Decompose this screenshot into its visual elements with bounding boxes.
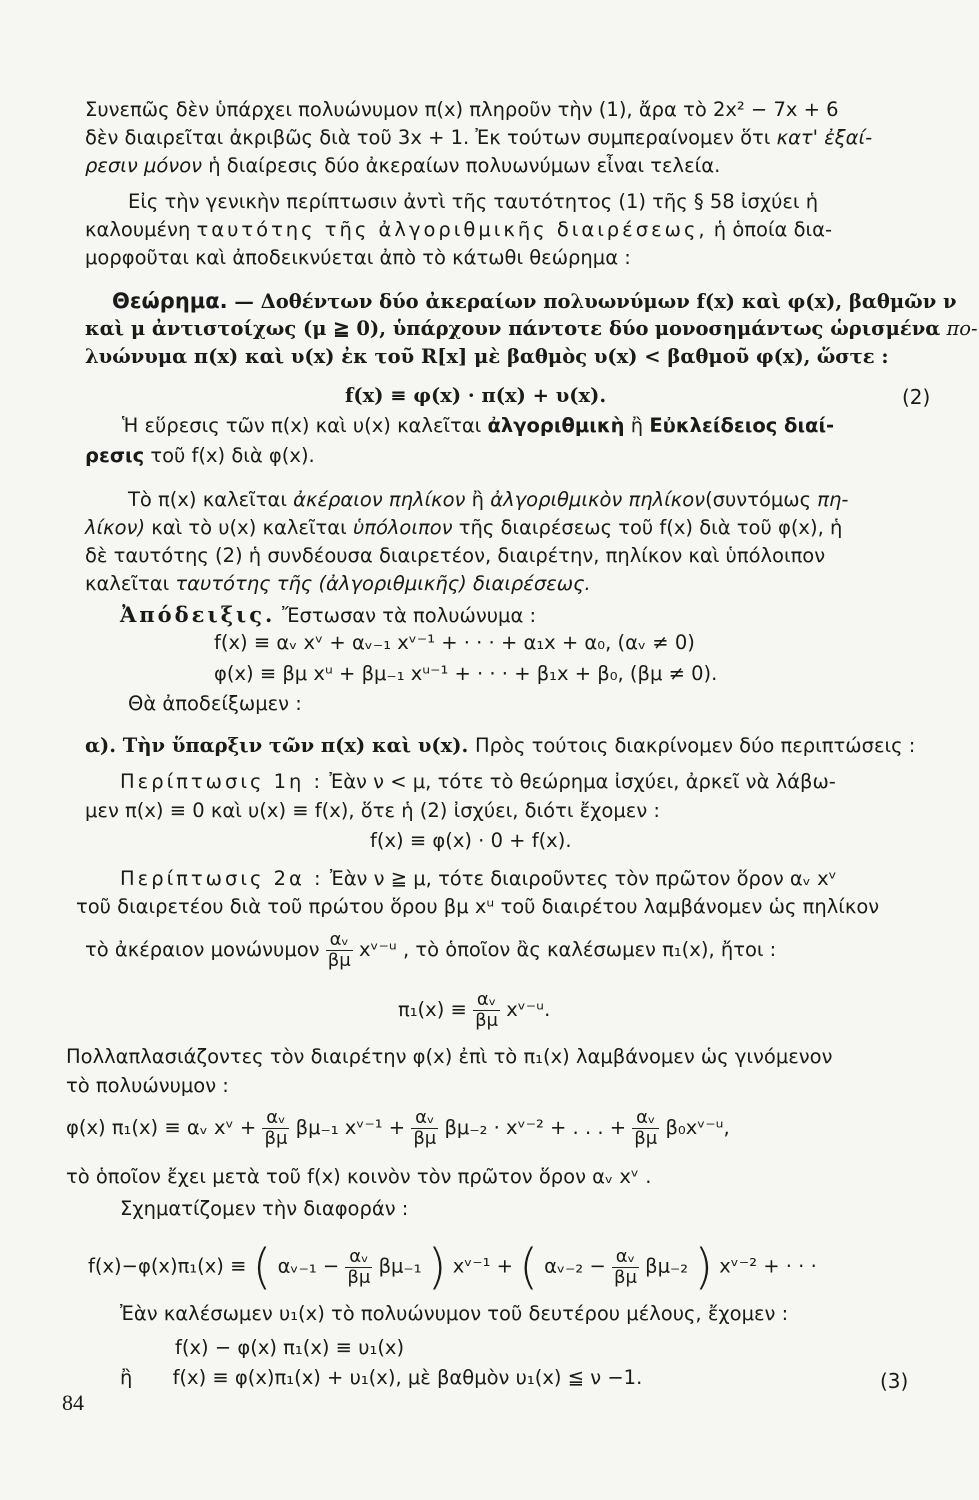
fraction-numerator: αᵥ bbox=[473, 990, 500, 1011]
text-span: Τὸ π(x) καλεῖται bbox=[128, 488, 287, 511]
italic-span: κατ' ἐξαί- bbox=[776, 126, 873, 149]
text-span: (συντόμως bbox=[705, 488, 812, 511]
page-number: 84 bbox=[62, 1390, 84, 1415]
text-line bbox=[85, 216, 832, 244]
text-line bbox=[85, 124, 872, 152]
text-span: ἢ bbox=[630, 414, 644, 437]
eq-part: f(x) ≡ φ(x)π₁(x) + υ₁(x), μὲ βαθμὸν υ₁(x) ≦ ν −1. bbox=[172, 1366, 643, 1389]
theorem-text: πο- bbox=[946, 317, 978, 340]
bold-term: Εὐκλείδειος διαί- bbox=[649, 414, 835, 437]
text-span: δὲν διαιρεῖται ἀκριβῶς διὰ τοῦ 3x + 1. Ἐκ τούτων συμπεραίνομεν ὅτι bbox=[85, 126, 771, 149]
text-line bbox=[120, 865, 837, 893]
theorem-line bbox=[85, 315, 978, 343]
text-span: Ἐὰν ν ≧ μ, τότε διαιροῦντες τὸν πρῶτον ὅρον αᵥ xᵛ bbox=[329, 867, 837, 890]
theorem-line bbox=[85, 343, 889, 371]
text-line bbox=[85, 731, 915, 760]
theorem-text: μονοσημάντως ὡρισμένα bbox=[654, 317, 941, 340]
text-span: xᵛ⁻ᵘ , τὸ ὁποῖον ἂς καλέσωμεν π₁(x), ἤτοι : bbox=[358, 938, 777, 961]
text-span: τὸ ἀκέραιον μονώνυμον bbox=[85, 938, 320, 961]
text-line: τοῦ διαιρετέου διὰ τοῦ πρώτου ὅρου βμ xᵘ τοῦ διαιρέτου λαμβάνομεν ὡς πηλίκον bbox=[76, 895, 880, 918]
bold-term: ρεσις bbox=[85, 444, 145, 467]
italic-term: ἀλγοριθμικὸν πηλίκον bbox=[490, 488, 706, 511]
text-line: Εἰς τὴν γενικὴν περίπτωσιν ἀντὶ τῆς ταυτότητος (1) τῆς § 58 ἰσχύει ἡ bbox=[128, 190, 819, 213]
italic-term: ἀκέραιον πηλίκον bbox=[293, 488, 466, 511]
eq-part: xᵛ⁻ᵘ. bbox=[506, 998, 551, 1021]
text-line: Θὰ ἀποδείξωμεν : bbox=[128, 692, 302, 715]
text-span: τοῦ f(x) διὰ φ(x). bbox=[150, 444, 315, 467]
theorem-label: Θεώρημα. bbox=[112, 289, 228, 313]
italic-term: λίκον) bbox=[85, 516, 146, 539]
eq-part: ἢ bbox=[120, 1366, 133, 1389]
fraction bbox=[411, 1108, 438, 1149]
text-line: Συνεπῶς δὲν ὑπάρχει πολυώνυμον π(x) πληροῦν τὴν (1), ἄρα τὸ 2x² − 7x + 6 bbox=[85, 98, 839, 121]
fraction-numerator: αᵥ bbox=[262, 1108, 289, 1129]
equation: f(x) − φ(x) π₁(x) ≡ υ₁(x) bbox=[175, 1336, 405, 1359]
left-paren: ( bbox=[252, 1239, 272, 1295]
text-span: καλεῖται bbox=[85, 572, 170, 595]
fraction bbox=[632, 1108, 659, 1149]
equation: f(x) ≡ φ(x) · π(x) + υ(x). bbox=[345, 384, 607, 407]
equation bbox=[398, 990, 550, 1031]
text-span: Πρὸς τούτοις διακρίνομεν δύο περιπτώσεις : bbox=[474, 734, 916, 757]
equation: f(x) ≡ φ(x) · 0 + f(x). bbox=[370, 829, 572, 852]
italic-span: ρεσιν μόνον bbox=[85, 154, 203, 177]
case-label: Περίπτωσις 1η : bbox=[120, 770, 324, 793]
fraction bbox=[262, 1108, 289, 1149]
left-paren: ( bbox=[519, 1239, 538, 1295]
text-line: Πολλαπλασιάζοντες τὸν διαιρέτην φ(x) ἐπὶ τὸ π₁(x) λαμβάνομεν ὡς γινόμενον bbox=[66, 1045, 833, 1068]
case-label: Περίπτωσις 2α : bbox=[120, 867, 324, 890]
equation-number: (3) bbox=[880, 1369, 909, 1393]
fraction-numerator: αᵥ bbox=[411, 1108, 438, 1129]
text-span: Ἡ εὕρεσις τῶν π(x) καὶ υ(x) καλεῖται bbox=[122, 414, 482, 437]
equation: φ(x) ≡ βμ xᵘ + βμ₋₁ xᵘ⁻¹ + · · · + β₁x + β₀, (βμ ≠ 0). bbox=[214, 662, 718, 685]
theorem-text: καὶ μ ἀντιστοίχως (μ ≧ 0), ὑπάρχουν πάντοτε δύο bbox=[85, 317, 649, 340]
text-span: Ἐὰν ν < μ, τότε τὸ θεώρημα ἰσχύει, ἀρκεῖ νὰ λάβω- bbox=[329, 770, 836, 793]
equation bbox=[120, 1364, 642, 1392]
text-line: δὲ ταυτότης (2) ἡ συνδέουσα διαιρετέον, διαιρέτην, πηλίκον καὶ ὑπόλοιπον bbox=[85, 544, 826, 567]
text-line: Σχηματίζομεν τὴν διαφοράν : bbox=[120, 1197, 409, 1220]
text-span: ἡ ὁποία δια- bbox=[713, 218, 833, 241]
italic-term: πη- bbox=[817, 488, 849, 511]
spaced-term: ταυτότης τῆς ἀλγοριθμικῆς διαιρέσεως, bbox=[196, 218, 708, 241]
eq-part: βμ₋₂ bbox=[645, 1254, 689, 1278]
text-span: καλουμένη bbox=[85, 218, 191, 241]
text-span: καὶ τὸ υ(x) καλεῖται bbox=[151, 516, 347, 539]
equation: f(x) ≡ αᵥ xᵛ + αᵥ₋₁ xᵛ⁻¹ + · · · + α₁x + α₀, (αᵥ ≠ 0) bbox=[214, 631, 695, 654]
fraction-denominator: βμ bbox=[347, 1266, 371, 1288]
fraction-denominator: βμ bbox=[264, 1128, 288, 1149]
italic-term: ταυτότης τῆς (ἀλγοριθμικῆς) διαιρέσεως. bbox=[175, 572, 591, 595]
fraction-numerator: αᵥ bbox=[632, 1108, 659, 1129]
fraction-numerator: αᵥ bbox=[326, 930, 353, 951]
eq-part: αᵥ₋₂ − bbox=[544, 1254, 606, 1278]
text-line bbox=[120, 601, 536, 630]
italic-term: ὑπόλοιπον bbox=[352, 516, 453, 539]
eq-part: φ(x) π₁(x) ≡ αᵥ xᵛ + bbox=[66, 1116, 257, 1139]
eq-part: βμ₋₁ xᵛ⁻¹ + bbox=[295, 1116, 406, 1139]
text-line bbox=[85, 152, 720, 180]
text-line bbox=[128, 486, 848, 514]
equation-number: (2) bbox=[902, 385, 931, 409]
fraction-numerator: αᵥ bbox=[345, 1247, 372, 1268]
text-line: Ἐὰν καλέσωμεν υ₁(x) τὸ πολυώνυμον τοῦ δευτέρου μέλους, ἔχομεν : bbox=[120, 1302, 789, 1325]
right-paren: ) bbox=[694, 1239, 714, 1295]
theorem-line bbox=[112, 287, 957, 316]
text-line bbox=[85, 442, 315, 470]
eq-part: xᵛ⁻¹ + bbox=[452, 1254, 514, 1278]
text-line: τὸ πολυώνυμον : bbox=[66, 1074, 229, 1097]
text-line bbox=[85, 570, 591, 598]
text-span: ἡ διαίρεσις δύο ἀκεραίων πολυωνύμων εἶναι τελεία. bbox=[208, 154, 721, 177]
fraction bbox=[326, 930, 353, 971]
eq-part: π₁(x) ≡ bbox=[398, 998, 467, 1021]
fraction-denominator: βμ bbox=[614, 1266, 637, 1288]
text-line: τὸ ὁποῖον ἔχει μετὰ τοῦ f(x) κοινὸν τὸν πρῶτον ὅρον αᵥ xᵛ . bbox=[66, 1165, 652, 1188]
fraction-denominator: βμ bbox=[327, 950, 351, 971]
text-line bbox=[85, 514, 842, 542]
eq-part: xᵛ⁻² + · · · bbox=[719, 1254, 817, 1278]
equation bbox=[66, 1108, 730, 1149]
fraction-denominator: βμ bbox=[634, 1128, 658, 1149]
eq-part: βμ₋₁ bbox=[378, 1254, 422, 1278]
text-line: μεν π(x) ≡ 0 καὶ υ(x) ≡ f(x), ὅτε ἡ (2) ἰσχύει, διότι ἔχομεν : bbox=[85, 799, 660, 822]
text-line bbox=[120, 768, 836, 796]
fraction bbox=[473, 990, 500, 1031]
eq-part: β₀xᵛ⁻ᵘ, bbox=[665, 1116, 730, 1139]
text-line bbox=[85, 930, 776, 971]
eq-part: αᵥ₋₁ − bbox=[277, 1254, 340, 1278]
fraction-denominator: βμ bbox=[475, 1010, 499, 1031]
theorem-text: ὥστε : bbox=[816, 345, 889, 368]
equation bbox=[88, 1239, 817, 1295]
eq-part: βμ₋₂ · xᵛ⁻² + . . . + bbox=[444, 1116, 627, 1139]
bold-term: ἀλγοριθμικὴ bbox=[487, 414, 625, 437]
fraction bbox=[612, 1247, 639, 1288]
fraction-denominator: βμ bbox=[413, 1128, 437, 1149]
fraction-numerator: αᵥ bbox=[612, 1247, 639, 1268]
text-line bbox=[122, 412, 834, 440]
text-span: ἢ bbox=[471, 488, 485, 511]
theorem-text: — Δοθέντων δύο ἀκεραίων πολυωνύμων f(x) καὶ φ(x), βαθμῶν ν bbox=[234, 290, 957, 313]
right-paren: ) bbox=[427, 1239, 447, 1295]
proof-label: Ἀπόδειξις. bbox=[120, 602, 276, 627]
section-label: α). Τὴν ὕπαρξιν τῶν π(x) καὶ υ(x). bbox=[85, 734, 469, 757]
theorem-text: λυώνυμα π(x) καὶ υ(x) ἐκ τοῦ R[x] μὲ βαθμὸς υ(x) < βαθμοῦ φ(x), bbox=[85, 345, 811, 368]
text-span: Ἔστωσαν τὰ πολυώνυμα : bbox=[282, 604, 537, 627]
eq-part: f(x)−φ(x)π₁(x) ≡ bbox=[88, 1254, 247, 1278]
text-line: μορφοῦται καὶ ἀποδεικνύεται ἀπὸ τὸ κάτωθι θεώρημα : bbox=[85, 246, 631, 269]
fraction bbox=[345, 1247, 372, 1288]
text-span: τῆς διαιρέσεως τοῦ f(x) διὰ τοῦ φ(x), ἡ bbox=[458, 516, 843, 539]
